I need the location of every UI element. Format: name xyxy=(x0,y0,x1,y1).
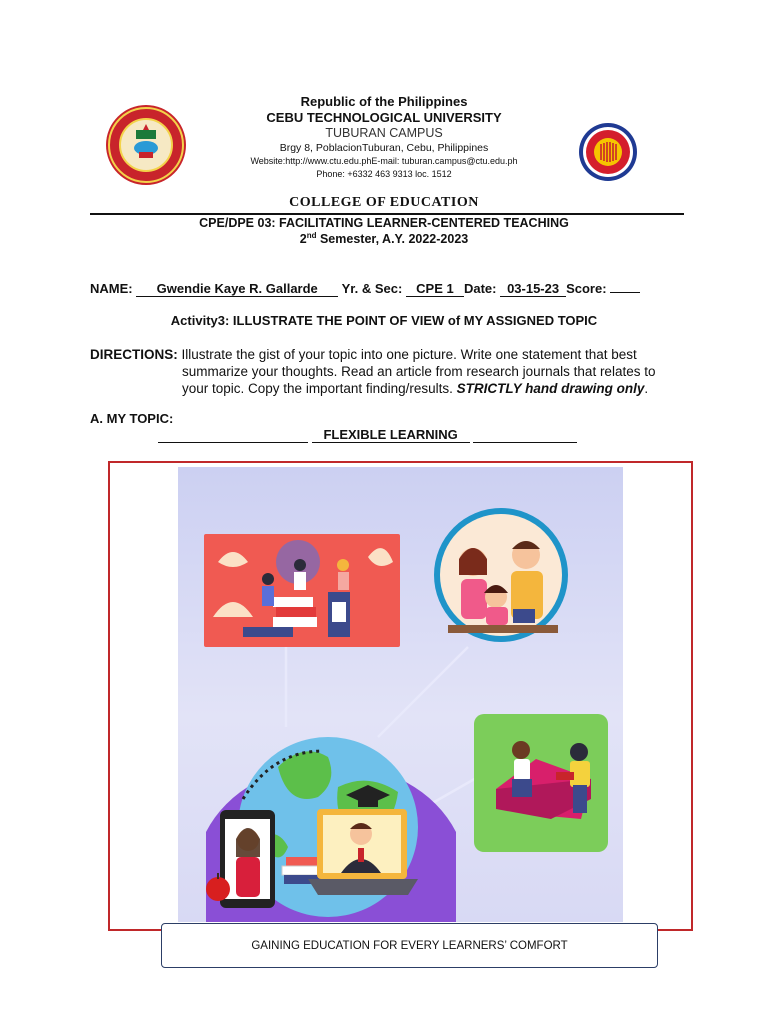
campus-address: Brgy 8, PoblacionTuburan, Cebu, Philippines xyxy=(279,142,489,154)
topic-line xyxy=(158,427,610,443)
topic-value: FLEXIBLE LEARNING xyxy=(312,427,470,443)
caption-box xyxy=(161,923,658,968)
college-heading: COLLEGE OF EDUCATION xyxy=(289,195,479,210)
course-title: CPE/DPE 03: FACILITATING LEARNER-CENTERED TEACHING xyxy=(199,216,569,230)
reading-couch-card xyxy=(474,714,608,852)
header-divider xyxy=(90,213,684,215)
name-field: Gwendie Kaye R. Gallarde xyxy=(136,281,338,297)
flexible-learning-illustration xyxy=(178,467,623,922)
study-scene-card xyxy=(204,534,400,647)
yrsec-field: CPE 1 xyxy=(406,281,464,297)
online-class-arch xyxy=(206,737,456,922)
yrsec-label: Yr. & Sec: xyxy=(341,281,403,296)
caption-text: GAINING EDUCATION FOR EVERY LEARNERS’ COMFORT xyxy=(251,939,568,952)
date-label: Date: xyxy=(463,281,497,296)
website-email: Website:http://www.ctu.edu.phE-mail: tuburan.campus@ctu.edu.ph xyxy=(250,156,518,166)
family-learning-circle xyxy=(434,508,568,642)
score-field xyxy=(610,292,640,293)
directions-label: DIRECTIONS: xyxy=(90,347,178,362)
republic-heading: Republic of the Philippines xyxy=(300,94,468,109)
directions-block: DIRECTIONS: Illustrate the gist of your topic into one picture. Write one statement that best summarize your thoughts. Read an article from research journals that relates to your topic. Copy the important finding/results. STRICTLY hand drawing only. xyxy=(90,347,656,396)
name-label: NAME: xyxy=(90,281,133,296)
date-field: 03-15-23 xyxy=(500,281,566,297)
score-label: Score: xyxy=(566,281,607,296)
campus-name: TUBURAN CAMPUS xyxy=(325,126,443,140)
topic-label: A. MY TOPIC: xyxy=(90,411,174,426)
student-info-line xyxy=(90,281,710,297)
semester-line: 2nd Semester, A.Y. 2022-2023 xyxy=(299,231,469,247)
phone-number: Phone: +6332 463 9313 loc. 1512 xyxy=(316,169,452,179)
activity-title: Activity3: ILLUSTRATE THE POINT OF VIEW of MY ASSIGNED TOPIC xyxy=(170,313,598,328)
university-name: CEBU TECHNOLOGICAL UNIVERSITY xyxy=(266,110,502,125)
